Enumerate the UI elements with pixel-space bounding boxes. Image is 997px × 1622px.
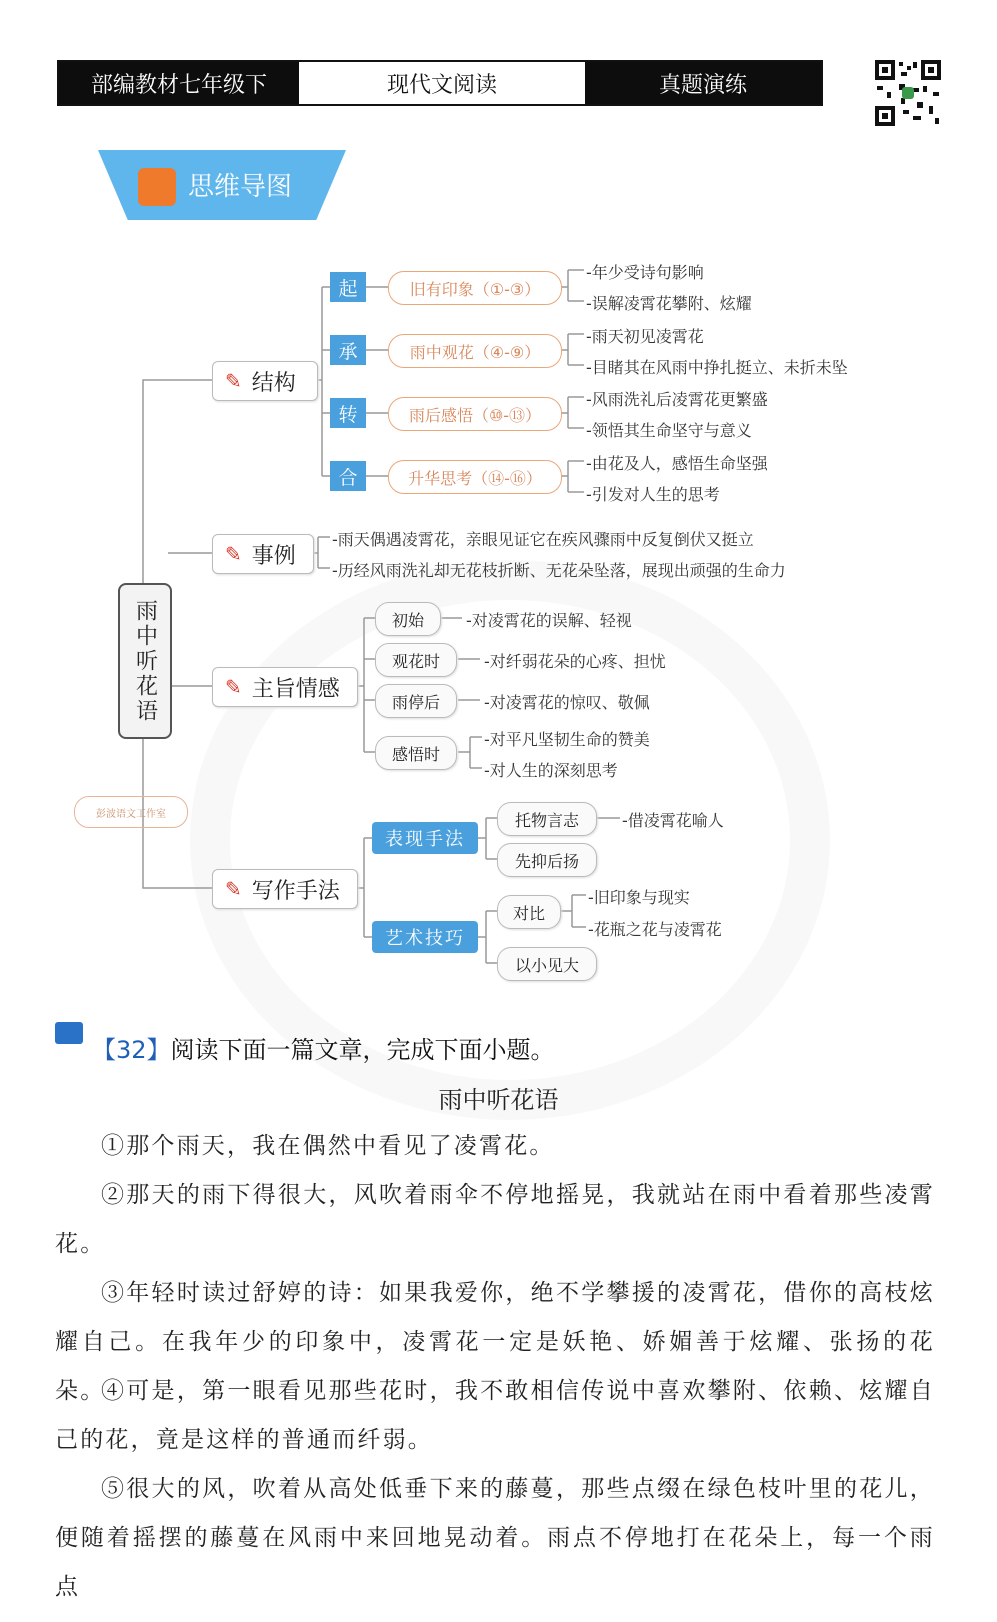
mindmap-root: 雨中听花语 bbox=[118, 583, 172, 739]
topic-structure-label: 结构 bbox=[251, 370, 296, 396]
note: -误解凌霄花攀附、炫耀 bbox=[586, 294, 752, 313]
note: -领悟其生命坚守与意义 bbox=[586, 421, 752, 440]
pencil-icon: ✎ bbox=[225, 877, 242, 901]
topic-writing bbox=[212, 869, 358, 909]
note: -花瓶之花与凌霄花 bbox=[588, 920, 722, 939]
header-section: 现代文阅读 bbox=[299, 62, 585, 104]
note: -年少受诗句影响 bbox=[586, 263, 704, 282]
question-number: 【32】 bbox=[92, 1036, 171, 1064]
tag-he: 合 bbox=[330, 461, 366, 491]
topic-example bbox=[212, 534, 314, 574]
tag-cheng: 承 bbox=[330, 335, 366, 365]
header-grade: 部编教材七年级下 bbox=[59, 62, 299, 104]
note: -借凌霄花喻人 bbox=[622, 811, 724, 830]
topic-theme-label: 主旨情感 bbox=[251, 676, 340, 702]
note: -历经风雨洗礼却无花枝折断、无花朵坠落，展现出顽强的生命力 bbox=[332, 561, 786, 580]
pencil-icon: ✎ bbox=[225, 369, 242, 393]
pill-old-impression: 旧有印象（①-③） bbox=[388, 271, 562, 305]
topic-example-label: 事例 bbox=[251, 543, 296, 569]
note: -雨天偶遇凌霄花，亲眼见证它在疾风骤雨中反复倒伏又挺立 bbox=[332, 530, 754, 549]
banner-title: 思维导图 bbox=[188, 172, 293, 202]
sub-contrast: 对比 bbox=[497, 895, 561, 929]
sub-small-big: 以小见大 bbox=[497, 947, 597, 981]
question-prompt: 阅读下面一篇文章，完成下面小题。 bbox=[170, 1036, 555, 1064]
sub-after-rain: 雨停后 bbox=[375, 684, 457, 718]
sub-xianyi: 先抑后扬 bbox=[497, 843, 597, 877]
note: -引发对人生的思考 bbox=[586, 485, 720, 504]
paragraph-3: ③年轻时读过舒婷的诗：如果我爱你，绝不学攀援的凌霄花，借你的高枝炫耀自己。在我年少的印象中，凌霄花一定是妖艳、娇媚善于炫耀、张扬的花朵。 bbox=[55, 1280, 935, 1404]
note: -目睹其在风雨中挣扎挺立、未折未坠 bbox=[586, 358, 848, 377]
paragraph-1: ①那个雨天，我在偶然中看见了凌霄花。 bbox=[101, 1133, 555, 1159]
pill-rain-view: 雨中观花（④-⑨） bbox=[388, 334, 562, 368]
note: -对纤弱花朵的心疼、担忧 bbox=[484, 652, 666, 671]
note: -旧印象与现实 bbox=[588, 888, 690, 907]
question-heading bbox=[92, 1030, 555, 1065]
note: -对凌霄花的惊叹、敬佩 bbox=[484, 693, 650, 712]
paragraph-4: ④可是，第一眼看见那些花时，我不敢相信传说中喜欢攀附、依赖、炫耀自己的花，竟是这样的普通而纤弱。 bbox=[55, 1378, 935, 1453]
pencil-icon: ✎ bbox=[225, 542, 242, 566]
note: -对凌霄花的误解、轻视 bbox=[466, 611, 632, 630]
note: -风雨洗礼后凌霄花更繁盛 bbox=[586, 390, 768, 409]
pill-sublimation: 升华思考（⑭-⑯） bbox=[388, 460, 562, 494]
pencil-icon: ✎ bbox=[225, 675, 242, 699]
topic-writing-label: 写作手法 bbox=[251, 878, 340, 904]
sub-initial: 初始 bbox=[375, 602, 441, 636]
tag-qi: 起 bbox=[330, 272, 366, 302]
sub-insight: 感悟时 bbox=[375, 736, 457, 770]
sub-viewing: 观花时 bbox=[375, 643, 457, 677]
studio-label: 彭波语文工作室 bbox=[74, 796, 188, 828]
group-artistic: 艺术技巧 bbox=[372, 921, 478, 953]
sub-tuowu: 托物言志 bbox=[497, 802, 597, 836]
question-flag-icon bbox=[55, 1022, 83, 1044]
note: -对人生的深刻思考 bbox=[484, 761, 618, 780]
note: -雨天初见凌霄花 bbox=[586, 327, 704, 346]
note: -由花及人，感悟生命坚强 bbox=[586, 454, 768, 473]
tag-zhuan: 转 bbox=[330, 398, 366, 428]
paragraph-2: ②那天的雨下得很大，风吹着雨伞不停地摇晃，我就站在雨中看着那些凌霄花。 bbox=[55, 1182, 935, 1257]
note: -对平凡坚韧生命的赞美 bbox=[484, 730, 650, 749]
paragraph-5: ⑤很大的风，吹着从高处低垂下来的藤蔓，那些点缀在绿色枝叶里的花儿，便随着摇摆的藤蔓在风雨中来回地晃动着。雨点不停地打在花朵上，每一个雨点 bbox=[55, 1476, 935, 1600]
topic-structure bbox=[212, 361, 318, 401]
pill-after-rain: 雨后感悟（⑩-⑬） bbox=[388, 397, 562, 431]
header-practice: 真题演练 bbox=[585, 62, 821, 104]
group-expression: 表现手法 bbox=[372, 822, 478, 854]
topic-theme bbox=[212, 667, 358, 707]
article-title: 雨中听花语 bbox=[438, 1086, 559, 1114]
